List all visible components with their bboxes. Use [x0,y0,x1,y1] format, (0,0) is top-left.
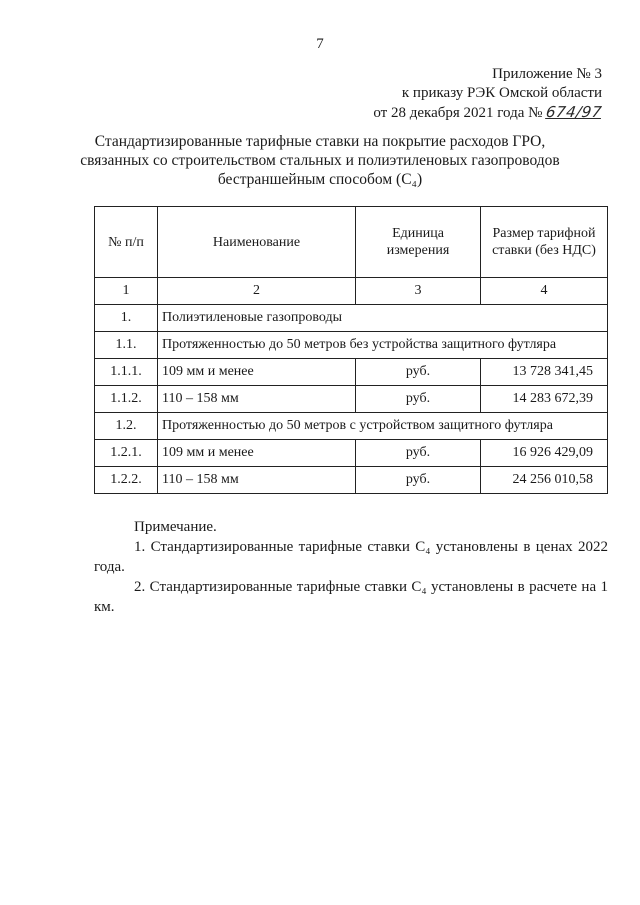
row-name: 109 мм и менее [158,440,356,467]
tariff-rates-table [94,206,608,494]
row-number: 1.2.2. [95,467,158,494]
table-row [95,359,608,386]
row-unit: руб. [356,386,481,413]
header-name: Наименование [158,207,356,278]
table-row [95,332,608,359]
row-name: 110 – 158 мм [158,467,356,494]
column-number: 3 [356,278,481,305]
header-unit: Единица измерения [356,207,481,278]
row-number: 1.2.1. [95,440,158,467]
row-unit: руб. [356,467,481,494]
row-unit: руб. [356,440,481,467]
table-row [95,413,608,440]
title-line-2: связанных со строительством стальных и полиэтиленовых газопроводов [80,152,560,169]
row-rate-value: 24 256 010,58 [481,467,608,494]
appendix-date: от 28 декабря 2021 года № [373,105,543,121]
header-number: № п/п [95,207,158,278]
title-line-3: бестраншейным способом (С₄) [217,171,423,188]
title-line-1: Стандартизированные тарифные ставки на покрытие расходов ГРО, [94,133,546,150]
notes-section [94,517,608,617]
table-body [95,305,608,494]
table-row [95,305,608,332]
row-section-name: Полиэтиленовые газопроводы [158,305,608,332]
page-number: 7 [316,36,324,52]
appendix-title: Приложение № 3 [492,66,602,82]
handwritten-order-number: 674/97 [545,103,604,121]
row-section-name: Протяженностью до 50 метров без устройства защитного футляра [158,332,608,359]
row-rate-value: 14 283 672,39 [481,386,608,413]
appendix-order-reference: к приказу РЭК Омской области [401,85,602,101]
column-number: 4 [481,278,608,305]
notes-heading: Примечание. [134,519,217,535]
table-row [95,467,608,494]
table-row [95,440,608,467]
row-section-name: Протяженностью до 50 метров с устройством защитного футляра [158,413,608,440]
row-name: 110 – 158 мм [158,386,356,413]
row-number: 1.1.1. [95,359,158,386]
document-title [60,132,580,189]
row-number: 1.2. [95,413,158,440]
table-row [95,386,608,413]
appendix-block [373,65,602,123]
note-item-2: 2. Стандартизированные тарифные ставки С₄ установлены в расчете на 1 км. [94,579,608,615]
appendix-date-line [373,103,602,123]
row-unit: руб. [356,359,481,386]
row-number: 1.1.2. [95,386,158,413]
column-number-row [95,278,608,305]
row-name: 109 мм и менее [158,359,356,386]
row-number: 1.1. [95,332,158,359]
row-rate-value: 13 728 341,45 [481,359,608,386]
row-rate-value: 16 926 429,09 [481,440,608,467]
header-rate: Размер тарифной ставки (без НДС) [481,207,608,278]
table-header-row [95,207,608,278]
column-number: 1 [95,278,158,305]
column-number: 2 [158,278,356,305]
row-number: 1. [95,305,158,332]
note-item-1: 1. Стандартизированные тарифные ставки С₄ установлены в ценах 2022 года. [94,539,608,575]
